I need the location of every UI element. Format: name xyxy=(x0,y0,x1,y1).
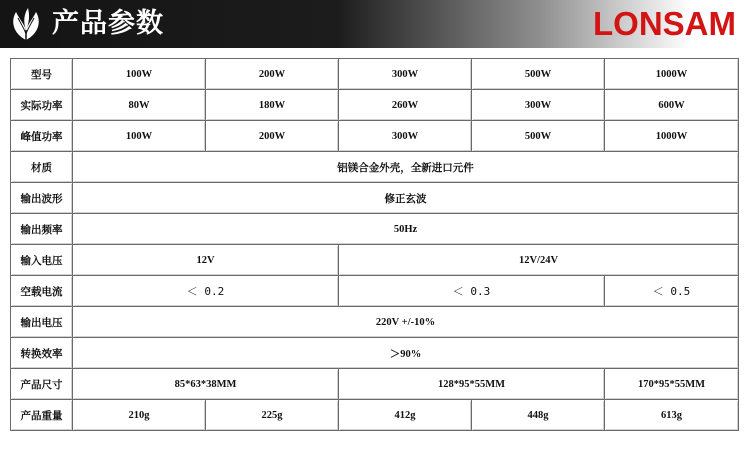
header-banner xyxy=(0,0,750,48)
table-cell: 180W xyxy=(206,90,339,121)
table-row-material xyxy=(11,152,739,183)
spec-table-container xyxy=(10,58,738,431)
table-row-efficiency xyxy=(11,338,739,369)
table-cell: 1000W xyxy=(605,59,739,90)
table-cell: 210g xyxy=(73,400,206,431)
table-cell: 613g xyxy=(605,400,739,431)
table-cell: 100W xyxy=(73,59,206,90)
table-row-frequency xyxy=(11,214,739,245)
row-label: 输出波形 xyxy=(11,183,73,214)
table-cell: 50Hz xyxy=(73,214,739,245)
table-cell: 200W xyxy=(206,59,339,90)
table-cell: 260W xyxy=(339,90,472,121)
table-cell: 170*95*55MM xyxy=(605,369,739,400)
row-label: 输入电压 xyxy=(11,245,73,276)
table-cell: 100W xyxy=(73,121,206,152)
row-label: 峰值功率 xyxy=(11,121,73,152)
table-cell: 300W xyxy=(339,59,472,90)
table-row-input-voltage xyxy=(11,245,739,276)
table-cell: 300W xyxy=(339,121,472,152)
leaf-logo-icon xyxy=(6,4,46,44)
row-label: 实际功率 xyxy=(11,90,73,121)
table-row-peak-power xyxy=(11,121,739,152)
table-cell: 12V/24V xyxy=(339,245,739,276)
table-cell: 1000W xyxy=(605,121,739,152)
row-label: 产品尺寸 xyxy=(11,369,73,400)
table-cell: 500W xyxy=(472,59,605,90)
table-row-weight xyxy=(11,400,739,431)
table-row-waveform xyxy=(11,183,739,214)
table-row-model xyxy=(11,59,739,90)
table-cell: 600W xyxy=(605,90,739,121)
table-row-size xyxy=(11,369,739,400)
table-row-noload-current xyxy=(11,276,739,307)
row-label: 材质 xyxy=(11,152,73,183)
spec-table xyxy=(10,58,739,431)
page-title: 产品参数 xyxy=(52,8,164,39)
row-label: 转换效率 xyxy=(11,338,73,369)
row-label: 空载电流 xyxy=(11,276,73,307)
row-label: 型号 xyxy=(11,59,73,90)
table-row-output-voltage xyxy=(11,307,739,338)
table-cell: 300W xyxy=(472,90,605,121)
row-label: 产品重量 xyxy=(11,400,73,431)
table-cell: 12V xyxy=(73,245,339,276)
row-label: 输出频率 xyxy=(11,214,73,245)
table-cell: 412g xyxy=(339,400,472,431)
table-cell: 85*63*38MM xyxy=(73,369,339,400)
row-label: 输出电压 xyxy=(11,307,73,338)
table-cell: 448g xyxy=(472,400,605,431)
table-cell: 80W xyxy=(73,90,206,121)
table-cell: ＜ 0.3 xyxy=(339,276,605,307)
table-cell: 500W xyxy=(472,121,605,152)
table-cell: 225g xyxy=(206,400,339,431)
table-row-actual-power xyxy=(11,90,739,121)
table-cell: ＜ 0.5 xyxy=(605,276,739,307)
table-cell: 220V +/-10% xyxy=(73,307,739,338)
table-cell: 铝镁合金外壳，全新进口元件 xyxy=(73,152,739,183)
table-cell: 200W xyxy=(206,121,339,152)
brand-logo-text: LONSAM xyxy=(593,5,736,42)
table-cell: 128*95*55MM xyxy=(339,369,605,400)
table-cell: ＞90% xyxy=(73,338,739,369)
table-cell: 修正玄波 xyxy=(73,183,739,214)
table-cell: ＜ 0.2 xyxy=(73,276,339,307)
